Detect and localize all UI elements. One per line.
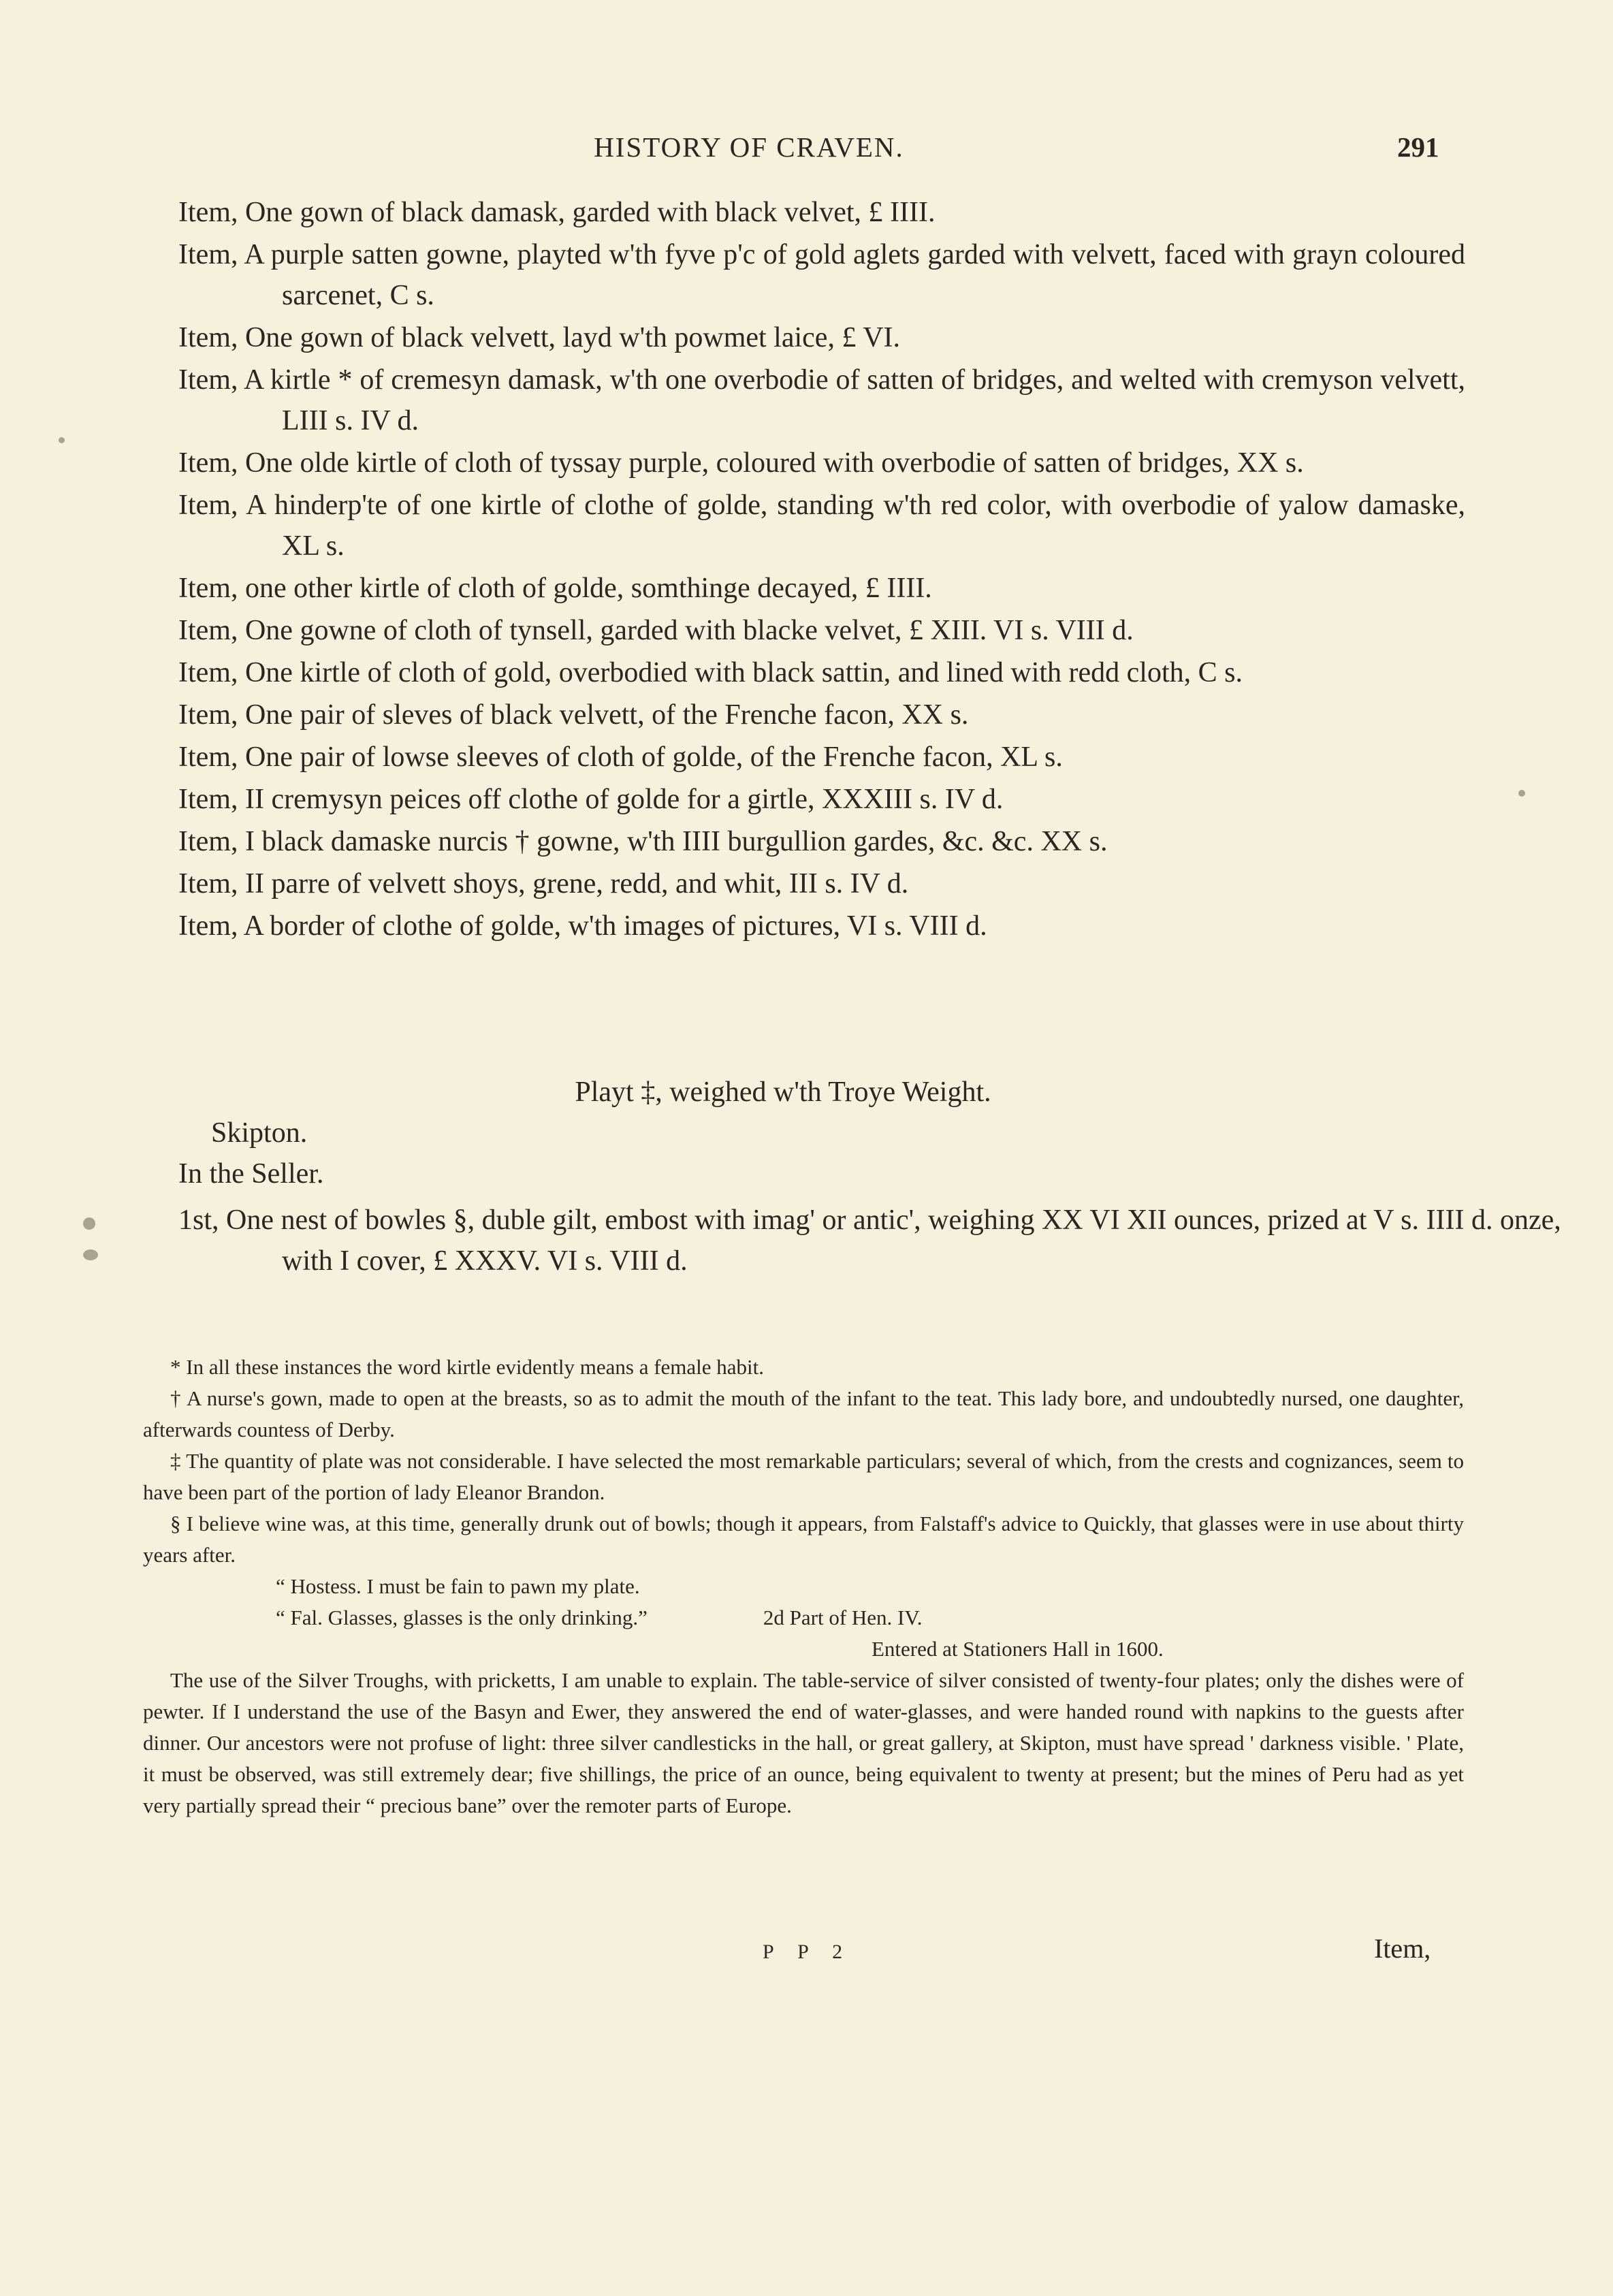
ink-spot <box>83 1249 98 1260</box>
list-item: Item, II cremysyn peices off clothe of golde for a girtle, XXXIII s. IV d. <box>178 784 1004 815</box>
list-item: Item, one other kirtle of cloth of golde, somthinge decayed, £ IIII. <box>178 573 932 604</box>
inventory-list <box>178 192 1465 948</box>
list-item: Item, I black damaske nurcis † gowne, w'th IIII burgullion gardes, &c. &c. XX s. <box>178 826 1108 857</box>
list-item: Item, One gowne of cloth of tynsell, garded with blacke velvet, £ XIII. VI s. VIII d. <box>178 615 1134 646</box>
running-title: HISTORY OF CRAVEN. <box>594 131 904 163</box>
signature-mark: P P 2 <box>763 1941 852 1963</box>
plate-heading: Playt ‡, weighed w'th Troye Weight. <box>575 1077 991 1108</box>
footnote-paragraph: The use of the Silver Troughs, with pricketts, I am unable to explain. The table-service of silver consisted of twenty-four plates; only the dishes were of pewter. If I understand the use of the Basyn and Ewer, they answered the end of water-glasses, and were handed round with napkins to the guests after dinner. Our ancestors were not profuse of light: three silver candlesticks in the hall, or great gallery, at Skipton, must have spread ' darkness visible. ' Plate, it must be observed, was still extremely dear; five shillings, the price of an ounce, being equivalent to twenty at present; but the mines of Peru had as yet very partially spread their “ precious bane” over the remoter parts of Europe. <box>143 1668 1464 1817</box>
footnotes <box>143 1352 1464 1821</box>
ink-spot <box>59 437 65 443</box>
catchword: Item, <box>1374 1933 1431 1964</box>
list-item: Item, A border of clothe of golde, w'th images of pictures, VI s. VIII d. <box>178 910 987 942</box>
footnote: † A nurse's gown, made to open at the breasts, so as to admit the mouth of the infant to the teat. This lady bore, and undoubtedly nursed, one daughter, afterwards countess of Derby. <box>143 1386 1464 1441</box>
list-item: Item, II parre of velvett shoys, grene, redd, and whit, III s. IV d. <box>178 868 909 899</box>
footnote: ‡ The quantity of plate was not considerable. I have selected the most remarkable particulars; several of which, from the crests and cognizances, seem to have been part of the portion of lady Eleanor Brandon. <box>143 1449 1464 1504</box>
footnote: * In all these instances the word kirtle evidently means a female habit. <box>170 1355 765 1379</box>
list-item: Item, One gown of black damask, garded with black velvet, £ IIII. <box>178 197 936 228</box>
ink-spot <box>83 1217 95 1230</box>
location-heading: In the Seller. <box>178 1158 324 1190</box>
list-item: Item, A hinderp'te of one kirtle of clothe of golde, standing w'th red color, with overbodie of yalow damaske, XL s. <box>178 490 1465 562</box>
plate-item: 1st, One nest of bowles §, duble gilt, embost with imag' or antic', weighing XX VI XII ounces, prized at V s. IIII d. onze, with I cover, £ XXXV. VI s. VIII d. <box>178 1205 1561 1277</box>
list-item: Item, One pair of lowse sleeves of cloth of golde, of the Frenche facon, XL s. <box>178 742 1063 773</box>
page-number: 291 <box>1397 131 1439 163</box>
quote-entered: Entered at Stationers Hall in 1600. <box>872 1637 1164 1661</box>
quote-line <box>143 1602 1464 1633</box>
footnote: § I believe wine was, at this time, generally drunk out of bowls; though it appears, from Falstaff's advice to Quickly, that glasses were in use about thirty years after. <box>143 1512 1464 1567</box>
list-item: Item, A kirtle * of cremesyn damask, w'th one overbodie of satten of bridges, and welted with cremyson velvett, LIII s. IV d. <box>178 364 1465 436</box>
quote-line: “ Hostess. I must be fain to pawn my plate. <box>276 1574 640 1598</box>
list-item: Item, One olde kirtle of cloth of tyssay purple, coloured with overbodie of satten of bridges, XX s. <box>178 447 1304 479</box>
list-item: Item, One gown of black velvett, layd w'th powmet laice, £ VI. <box>178 322 901 353</box>
place-heading: Skipton. <box>211 1117 308 1149</box>
list-item: Item, One pair of sleves of black velvett, of the Frenche facon, XX s. <box>178 699 969 731</box>
quote-text: “ Fal. Glasses, glasses is the only drinking.” <box>276 1606 648 1629</box>
list-item: Item, One kirtle of cloth of gold, overbodied with black sattin, and lined with redd cloth, C s. <box>178 657 1243 688</box>
ink-spot <box>1518 790 1525 797</box>
quote-source: 2d Part of Hen. IV. <box>763 1606 923 1629</box>
list-item: Item, A purple satten gowne, playted w'th fyve p'c of gold aglets garded with velvett, faced with grayn coloured sarcenet, C s. <box>178 239 1465 311</box>
